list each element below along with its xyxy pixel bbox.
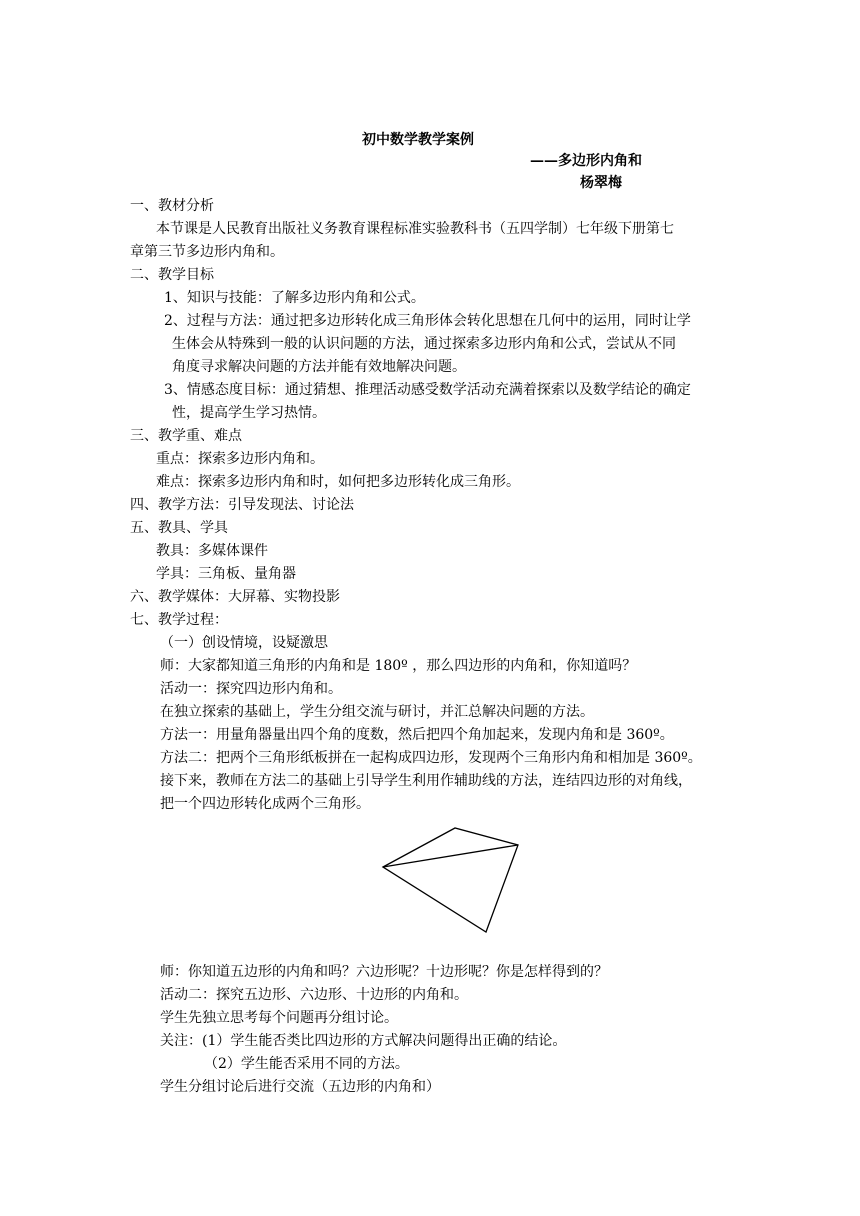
paragraph-line: 章第三节多边形内角和。	[130, 244, 284, 260]
paragraph-line: （2）学生能否采用不同的方法。	[204, 1056, 409, 1072]
paragraph-line: 方法二：把两个三角形纸板拼在一起构成四边形，发现两个三角形内角和相加是 360º。	[160, 750, 702, 766]
paragraph-line: 方法一：用量角器量出四个角的度数，然后把四个角加起来，发现内角和是 360º。	[160, 727, 674, 743]
list-item: 3、情感态度目标：通过猜想、推理活动感受数学活动充满着探索以及数学结论的确定	[164, 382, 691, 398]
quadrilateral-outline	[383, 828, 518, 932]
section-heading: 二、教学目标	[130, 267, 214, 283]
list-item: 2、过程与方法：通过把多边形转化成三角形体会转化思想在几何中的运用，同时让学	[164, 313, 691, 329]
paragraph-line: 教具：多媒体课件	[156, 543, 268, 559]
list-item-continuation: 性，提高学生学习热情。	[172, 405, 326, 421]
section-heading: 四、教学方法：引导发现法、讨论法	[130, 497, 354, 513]
paragraph-line: 活动二：探究五边形、六边形、十边形的内角和。	[160, 987, 468, 1003]
paragraph-line: 学具：三角板、量角器	[156, 566, 296, 582]
section-heading: 三、教学重、难点	[130, 428, 242, 444]
subsection-heading: （一）创设情境，设疑激思	[160, 635, 328, 651]
list-item-continuation: 生体会从特殊到一般的认识问题的方法，通过探索多边形内角和公式，尝试从不同	[172, 336, 676, 352]
paragraph-line: 本节课是人民教育出版社义务教育课程标准实验教科书（五四学制）七年级下册第七	[156, 221, 674, 237]
list-item: 1、知识与技能：了解多边形内角和公式。	[164, 290, 425, 306]
section-heading: 一、教材分析	[130, 198, 214, 214]
paragraph-line: 把一个四边形转化成两个三角形。	[160, 796, 370, 812]
document-title: 初中数学教学案例	[362, 132, 474, 148]
paragraph-line: 重点：探索多边形内角和。	[156, 451, 324, 467]
paragraph-line: 学生先独立思考每个问题再分组讨论。	[160, 1010, 398, 1026]
paragraph-line: 难点：探索多边形内角和时，如何把多边形转化成三角形。	[156, 474, 520, 490]
document-author: 杨翠梅	[580, 175, 622, 191]
paragraph-line: 活动一：探究四边形内角和。	[160, 681, 342, 697]
document-subtitle: ——多边形内角和	[530, 153, 642, 169]
paragraph-line: 接下来，教师在方法二的基础上引导学生利用作辅助线的方法，连结四边形的对角线，	[160, 773, 692, 789]
section-heading: 七、教学过程：	[130, 612, 228, 628]
paragraph-line: 学生分组讨论后进行交流（五边形的内角和）	[160, 1079, 440, 1095]
paragraph-line: 师：大家都知道三角形的内角和是 180º ，那么四边形的内角和，你知道吗？	[160, 658, 637, 674]
list-item-continuation: 角度寻求解决问题的方法并能有效地解决问题。	[172, 359, 466, 375]
section-heading: 六、教学媒体：大屏幕、实物投影	[130, 589, 340, 605]
section-heading: 五、教具、学具	[130, 520, 228, 536]
paragraph-line: 在独立探索的基础上，学生分组交流与研讨，并汇总解决问题的方法。	[160, 704, 594, 720]
paragraph-line: 师：你知道五边形的内角和吗？六边形呢？十边形呢？你是怎样得到的？	[160, 964, 608, 980]
paragraph-line: 关注：(1）学生能否类比四边形的方式解决问题得出正确的结论。	[160, 1033, 567, 1049]
quadrilateral-diagram	[378, 822, 528, 937]
